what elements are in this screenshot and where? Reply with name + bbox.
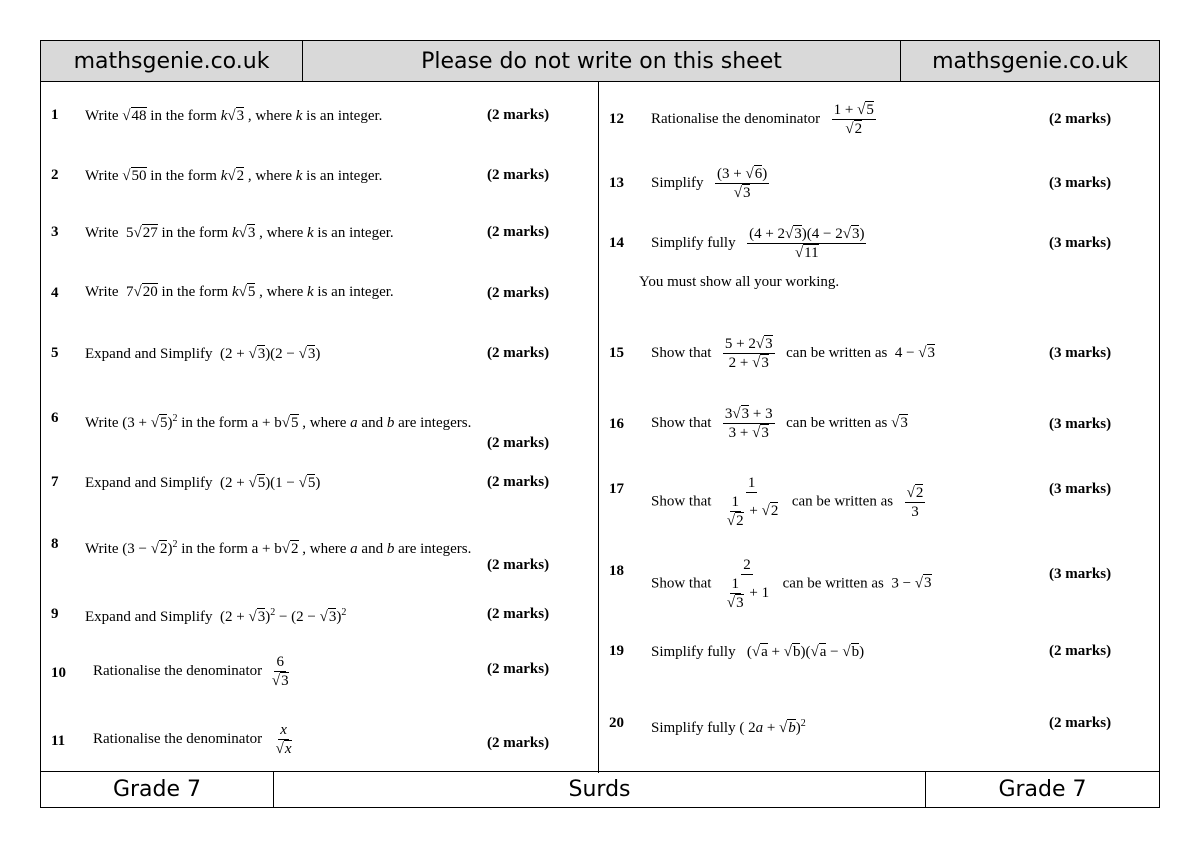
question-number: 13 (609, 175, 624, 191)
fraction: $\frac{6}{√3}$ (271, 654, 289, 689)
question-number: 2 (51, 167, 59, 183)
question-marks: (2 marks) (487, 345, 550, 361)
question-13-text: Simplify $\frac{(3 + √6)}{√3}$ (651, 166, 768, 201)
question-marks: (3 marks) (1049, 345, 1112, 361)
fraction: 1 $\frac{1}{√2}$ + √2 (726, 475, 779, 529)
footer-topic: Surds (274, 771, 926, 807)
question-1-text: Write √48 in the form k√3 , where k is an integer. (85, 108, 383, 124)
fraction: $\frac{√2}{3}$ (906, 484, 924, 520)
question-marks: (2 marks) (487, 107, 550, 123)
question-2-text: Write √50 in the form k√2 , where k is an integer. (85, 168, 383, 184)
question-marks: (2 marks) (487, 661, 550, 677)
question-19-text: Simplify fully (√a + √b)(√a − √b) (651, 644, 865, 660)
question-marks: (2 marks) (1049, 715, 1112, 731)
question-number: 16 (609, 416, 624, 432)
question-5-text: Expand and Simplify (2 + √3)(2 − √3) (85, 346, 321, 362)
question-6-text: Write $(3 + √5)^2$ in the form a + b√5 , where a and b are integers. (85, 413, 472, 431)
question-18-text: Show that 2 $\frac{1}{√3}$ + 1 can be written as 3 − √3 (651, 557, 932, 611)
question-number: 8 (51, 536, 59, 552)
question-8-text: Write $(3 - √2)^2$ in the form a + b√2 , where a and b are integers. (85, 539, 472, 557)
question-number: 4 (51, 285, 59, 301)
question-marks: (3 marks) (1049, 235, 1112, 251)
question-10-text: Rationalise the denominator $\frac{6}{√3}$ (93, 654, 289, 689)
footer-grade-left: Grade 7 (41, 771, 274, 807)
question-marks: (2 marks) (487, 557, 550, 573)
question-marks: (3 marks) (1049, 175, 1112, 191)
question-number: 10 (51, 665, 66, 681)
question-number: 1 (51, 107, 59, 123)
question-number: 9 (51, 606, 59, 622)
question-number: 11 (51, 733, 66, 749)
question-marks: (3 marks) (1049, 566, 1112, 582)
question-number: 18 (609, 563, 624, 579)
question-12-text: Rationalise the denominator $\frac{1 + √5}{√2}$ (651, 102, 874, 137)
question-number: 19 (609, 643, 624, 659)
question-20-text: Simplify fully ( 2a + √b)$^2$ (651, 718, 806, 736)
footer-grade-right: Grade 7 (926, 771, 1159, 807)
question-number: 5 (51, 345, 59, 361)
question-marks: (2 marks) (1049, 111, 1112, 127)
question-marks: (2 marks) (487, 735, 550, 751)
question-marks: (2 marks) (487, 285, 550, 301)
question-15-text: Show that $\frac{5 + 2√3}{2 + √3}$ can be written as 4 − √3 (651, 336, 936, 371)
question-number: 6 (51, 410, 59, 426)
question-number: 17 (609, 481, 624, 497)
question-number: 15 (609, 345, 624, 361)
question-marks: (2 marks) (487, 435, 550, 451)
question-4-text: Write 7√20 in the form k√5 , where k is an integer. (85, 284, 394, 300)
question-number: 20 (609, 715, 624, 731)
question-17-text: Show that 1 $\frac{1}{√2}$ + √2 can be written as $\frac{√2}{3}$ (651, 475, 924, 529)
question-marks: (2 marks) (1049, 643, 1112, 659)
question-3-text: Write 5√27 in the form k√3 , where k is an integer. (85, 225, 394, 241)
working-note: You must show all your working. (639, 274, 840, 290)
question-14-text: Simplify fully $\frac{(4 + 2√3)(4 - 2√3)}{√11}$ (651, 226, 865, 261)
fraction: $\frac{x}{√x}$ (275, 722, 292, 757)
fraction: 2 $\frac{1}{√3}$ + 1 (726, 557, 770, 611)
header-notice: Please do not write on this sheet (303, 41, 901, 82)
fraction: $\frac{5 + 2√3}{2 + √3}$ (724, 336, 773, 371)
fraction: $\frac{(3 + √6)}{√3}$ (717, 166, 768, 201)
worksheet (40, 40, 1160, 808)
header-site-right: mathsgenie.co.uk (901, 41, 1159, 82)
question-number: 12 (609, 111, 624, 127)
fraction: $\frac{1 + √5}{√2}$ (833, 102, 874, 137)
question-marks: (2 marks) (487, 224, 550, 240)
question-number: 14 (609, 235, 624, 251)
question-16-text: Show that $\frac{3√3 + 3}{3 + √3}$ can be written as √3 (651, 406, 908, 441)
question-marks: (2 marks) (487, 606, 550, 622)
column-divider (598, 82, 599, 773)
question-9-text: Expand and Simplify $(2 + √3)^2 - (2 - √3)^2$ (85, 607, 347, 625)
question-marks: (3 marks) (1049, 481, 1112, 497)
question-number: 3 (51, 224, 59, 240)
question-marks: (2 marks) (487, 474, 550, 490)
header-site-left: mathsgenie.co.uk (41, 41, 303, 82)
question-11-text: Rationalise the denominator $\frac{x}{√x}$ (93, 722, 292, 757)
question-marks: (2 marks) (487, 167, 550, 183)
question-number: 7 (51, 474, 59, 490)
question-7-text: Expand and Simplify (2 + √5)(1 − √5) (85, 475, 321, 491)
fraction: $\frac{(4 + 2√3)(4 - 2√3)}{√11}$ (749, 226, 865, 261)
question-marks: (3 marks) (1049, 416, 1112, 432)
fraction: $\frac{3√3 + 3}{3 + √3}$ (724, 406, 773, 441)
